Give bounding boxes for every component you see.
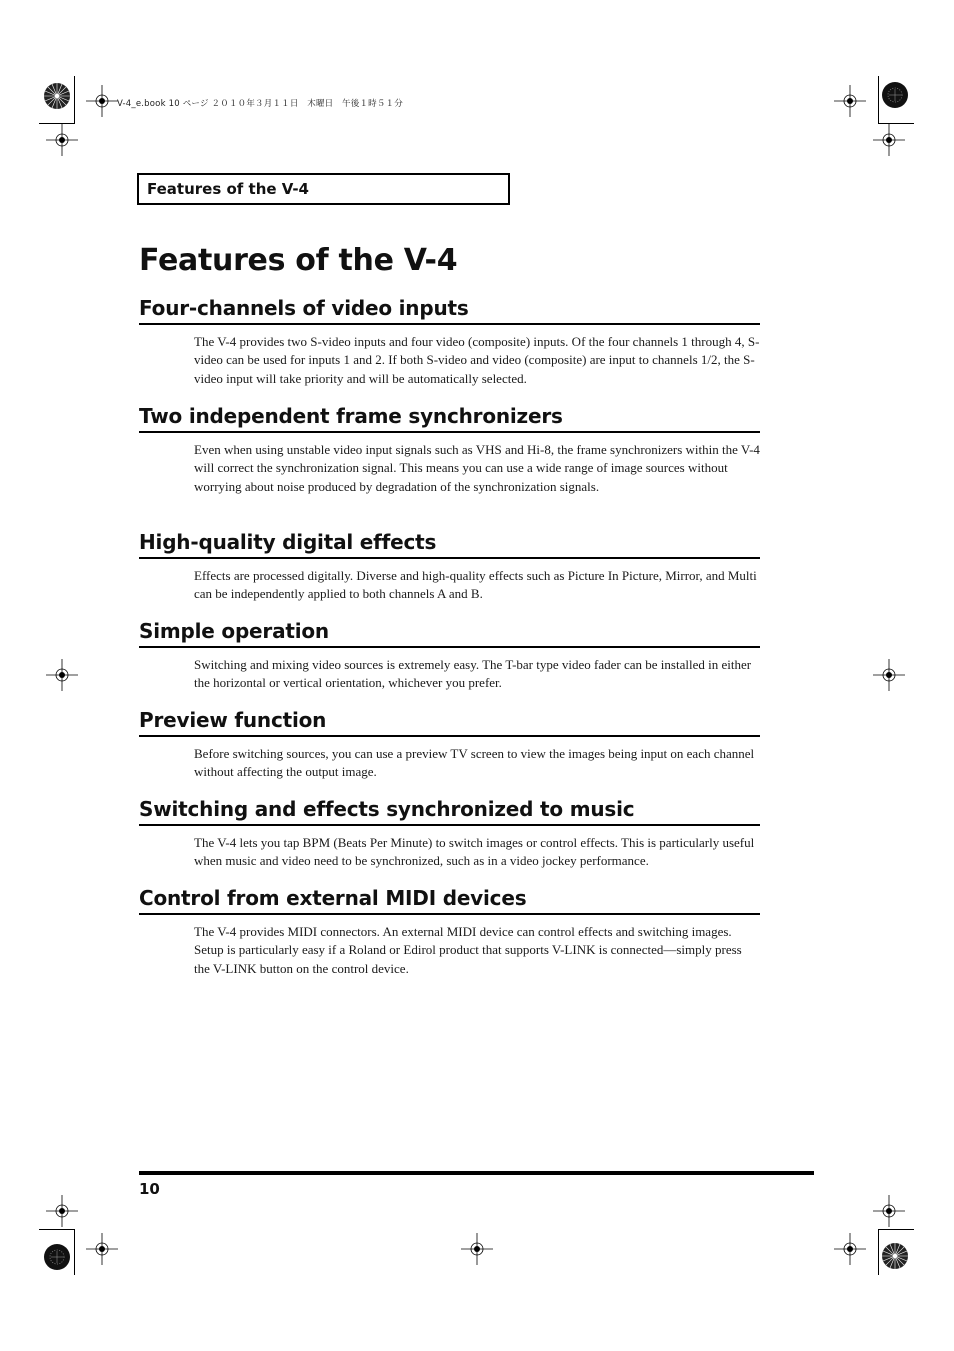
- section-body: Even when using unstable video input signals such as VHS and Hi-8, the frame synchronizers within the V-4 will correct the synchronization signal. This means you can use a wide range of image sources without worrying about noise produced by degradation of the synchronization signals.: [194, 442, 760, 494]
- section-body: The V-4 lets you tap BPM (Beats Per Minute) to switch images or control effects. This is particularly useful when music and video need to be synchronized, such as in a video jockey performance.: [194, 835, 755, 869]
- registration-mark-middle-right: [873, 659, 905, 691]
- crop-line: [74, 1229, 75, 1275]
- registration-mark-top-left-a: [86, 85, 118, 117]
- section-midi-control: [139, 886, 760, 978]
- registration-mark-bottom-right-b: [873, 1195, 905, 1227]
- registration-mark-top-right-b: [873, 124, 905, 156]
- section-heading: High-quality digital effects: [139, 530, 760, 559]
- section-body: The V-4 provides two S-video inputs and four video (composite) inputs. Of the four channels 1 through 4, S-video can be used for inputs 1 and 2. If both S-video and video (composite) are input to channels 1/2, the S-video input will take priority and will be automatically selected.: [194, 334, 760, 386]
- registration-mark-bottom-center: [461, 1233, 493, 1265]
- sunburst-mark-bottom-right: [881, 1242, 909, 1270]
- section-frame-synchronizers: [139, 404, 760, 496]
- section-preview-function: [139, 708, 760, 782]
- section-heading: Control from external MIDI devices: [139, 886, 760, 915]
- crop-line: [878, 76, 879, 124]
- footer-rule: [139, 1171, 814, 1175]
- crop-line: [878, 123, 914, 124]
- page-number: 10: [139, 1180, 160, 1198]
- section-heading: Two independent frame synchronizers: [139, 404, 760, 433]
- running-header-label: Features of the V-4: [147, 180, 309, 198]
- section-body: The V-4 provides MIDI connectors. An external MIDI device can control effects and switching images. Setup is particularly easy if a Roland or Edirol product that supports V-LINK is connected—simply press the V-LINK button on the control device.: [194, 924, 742, 976]
- registration-mark-top-right-a: [834, 85, 866, 117]
- crop-line: [39, 1229, 75, 1230]
- registration-mark-bottom-right-a: [834, 1233, 866, 1265]
- crop-line: [74, 76, 75, 124]
- section-heading: Preview function: [139, 708, 760, 737]
- print-slug: V-4_e.book 10 ページ ２０１０年３月１１日 木曜日 午後１時５１分: [117, 99, 403, 109]
- section-body: Effects are processed digitally. Diverse and high-quality effects such as Picture In Picture, Mirror, and Multi can be independently applied to both channels A and B.: [194, 568, 757, 602]
- crop-line: [878, 1229, 879, 1275]
- registration-mark-middle-left: [46, 659, 78, 691]
- section-four-channels: [139, 296, 760, 388]
- sunburst-mark-top-left: [43, 82, 71, 110]
- dotted-target-mark-bottom-left: [43, 1243, 71, 1271]
- section-heading: Switching and effects synchronized to music: [139, 797, 760, 826]
- registration-mark-bottom-left-b: [86, 1233, 118, 1265]
- running-header: [137, 173, 510, 205]
- page-title: Features of the V-4: [139, 243, 458, 278]
- crop-line: [878, 1229, 914, 1230]
- crop-line: [39, 123, 75, 124]
- registration-mark-top-left-b: [46, 124, 78, 156]
- section-music-sync: [139, 797, 760, 871]
- section-digital-effects: [139, 530, 760, 604]
- section-body: Switching and mixing video sources is extremely easy. The T-bar type video fader can be installed in either the horizontal or vertical orientation, whichever you prefer.: [194, 657, 752, 691]
- section-heading: Simple operation: [139, 619, 760, 648]
- section-simple-operation: [139, 619, 760, 693]
- dotted-target-mark-top-right: [881, 81, 909, 109]
- section-heading: Four-channels of video inputs: [139, 296, 760, 325]
- section-body: Before switching sources, you can use a preview TV screen to view the images being input on each channel without affecting the output image.: [194, 746, 755, 780]
- registration-mark-bottom-left-a: [46, 1195, 78, 1227]
